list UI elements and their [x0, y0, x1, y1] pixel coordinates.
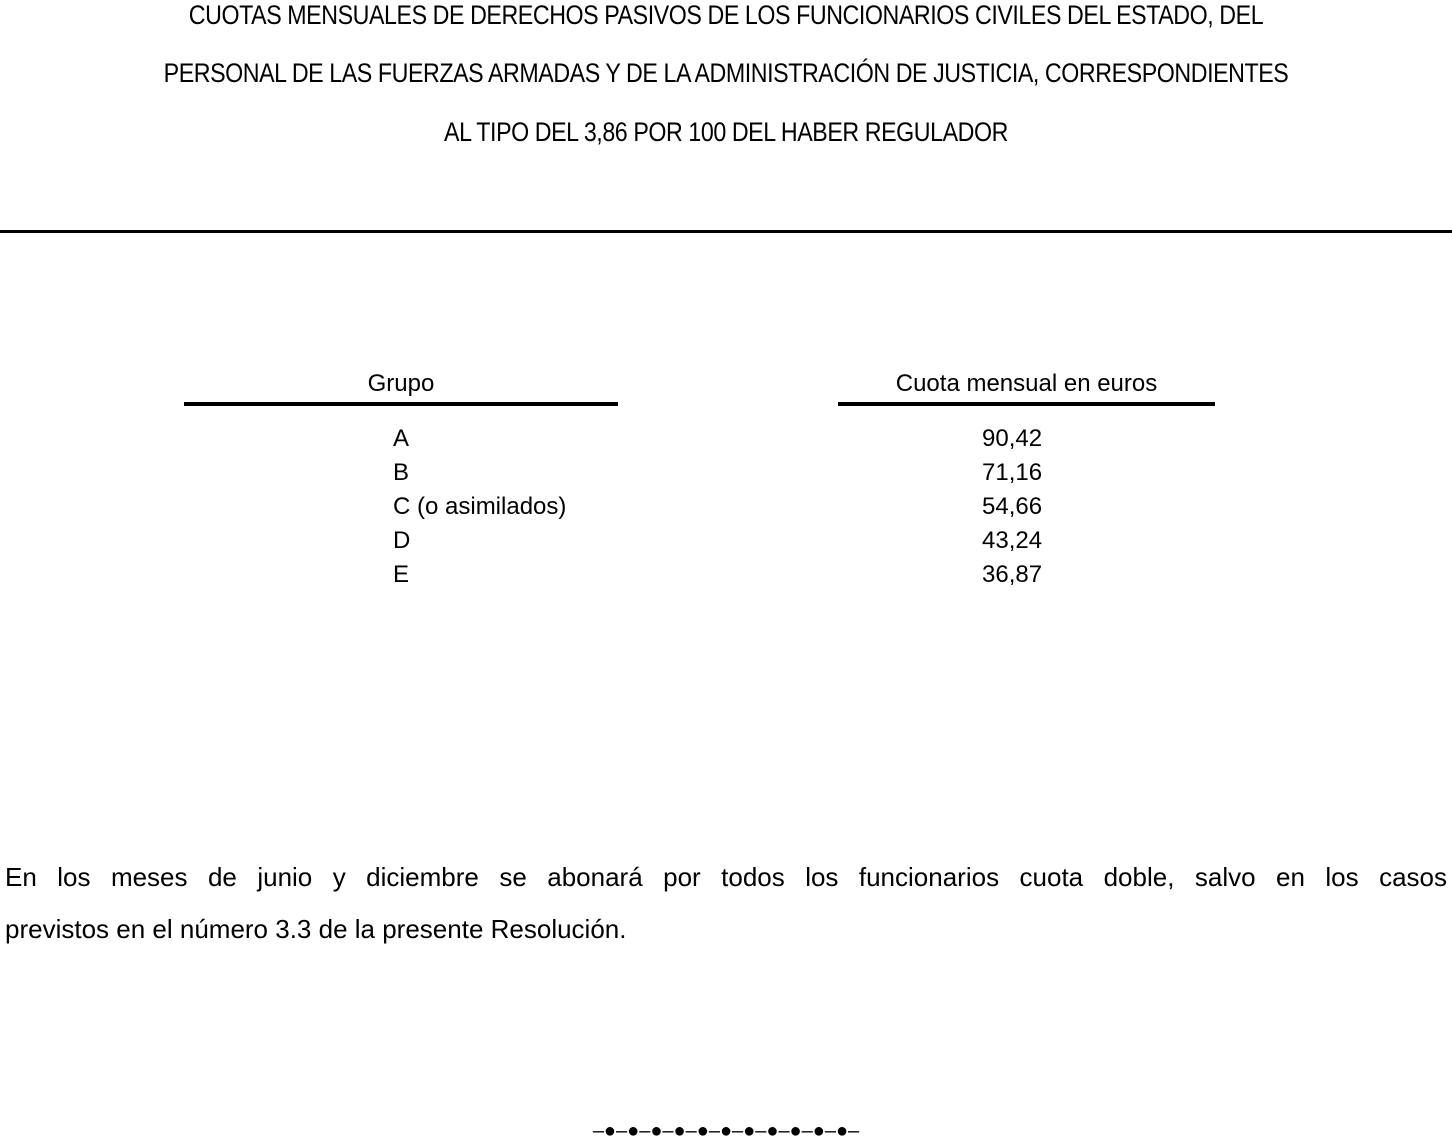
grupo-cell-d: D: [393, 527, 411, 554]
cuota-cell-b: 71,16: [982, 459, 1043, 486]
title-divider: [0, 230, 1452, 233]
cuota-cell-c: 54,66: [982, 493, 1043, 520]
grupo-cell-a: A: [393, 425, 410, 452]
header-grupo: Grupo: [367, 370, 435, 397]
title-line-2: PERSONAL DE LAS FUERZAS ARMADAS Y DE LA ADMINISTRACIÓN DE JUSTICIA, CORRESPONDIENTES: [163, 58, 1289, 88]
header-cuota: Cuota mensual en euros: [895, 370, 1158, 397]
end-separator: –●–●–●–●–●–●–●–●–●–●–●–: [592, 1120, 860, 1142]
cuota-cell-a: 90,42: [982, 425, 1043, 452]
header-grupo-rule: [184, 402, 618, 406]
header-cuota-rule: [838, 402, 1215, 406]
cuota-cell-e: 36,87: [982, 561, 1043, 588]
title-line-1: CUOTAS MENSUALES DE DERECHOS PASIVOS DE LOS FUNCIONARIOS CIVILES DEL ESTADO, DEL: [188, 0, 1264, 30]
note-line-2: previstos en el número 3.3 de la presente Resolución.: [5, 914, 627, 944]
grupo-cell-c: C (o asimilados): [393, 493, 567, 520]
grupo-cell-b: B: [393, 459, 410, 486]
note-line-1: En los meses de junio y diciembre se abonará por todos los funcionarios cuota doble, salvo en los casos: [5, 862, 1447, 892]
note-paragraph: [5, 851, 1447, 955]
grupo-cell-e: E: [393, 561, 410, 588]
cuota-cell-d: 43,24: [982, 527, 1043, 554]
title-line-3: AL TIPO DEL 3,86 POR 100 DEL HABER REGULADOR: [444, 117, 1008, 147]
